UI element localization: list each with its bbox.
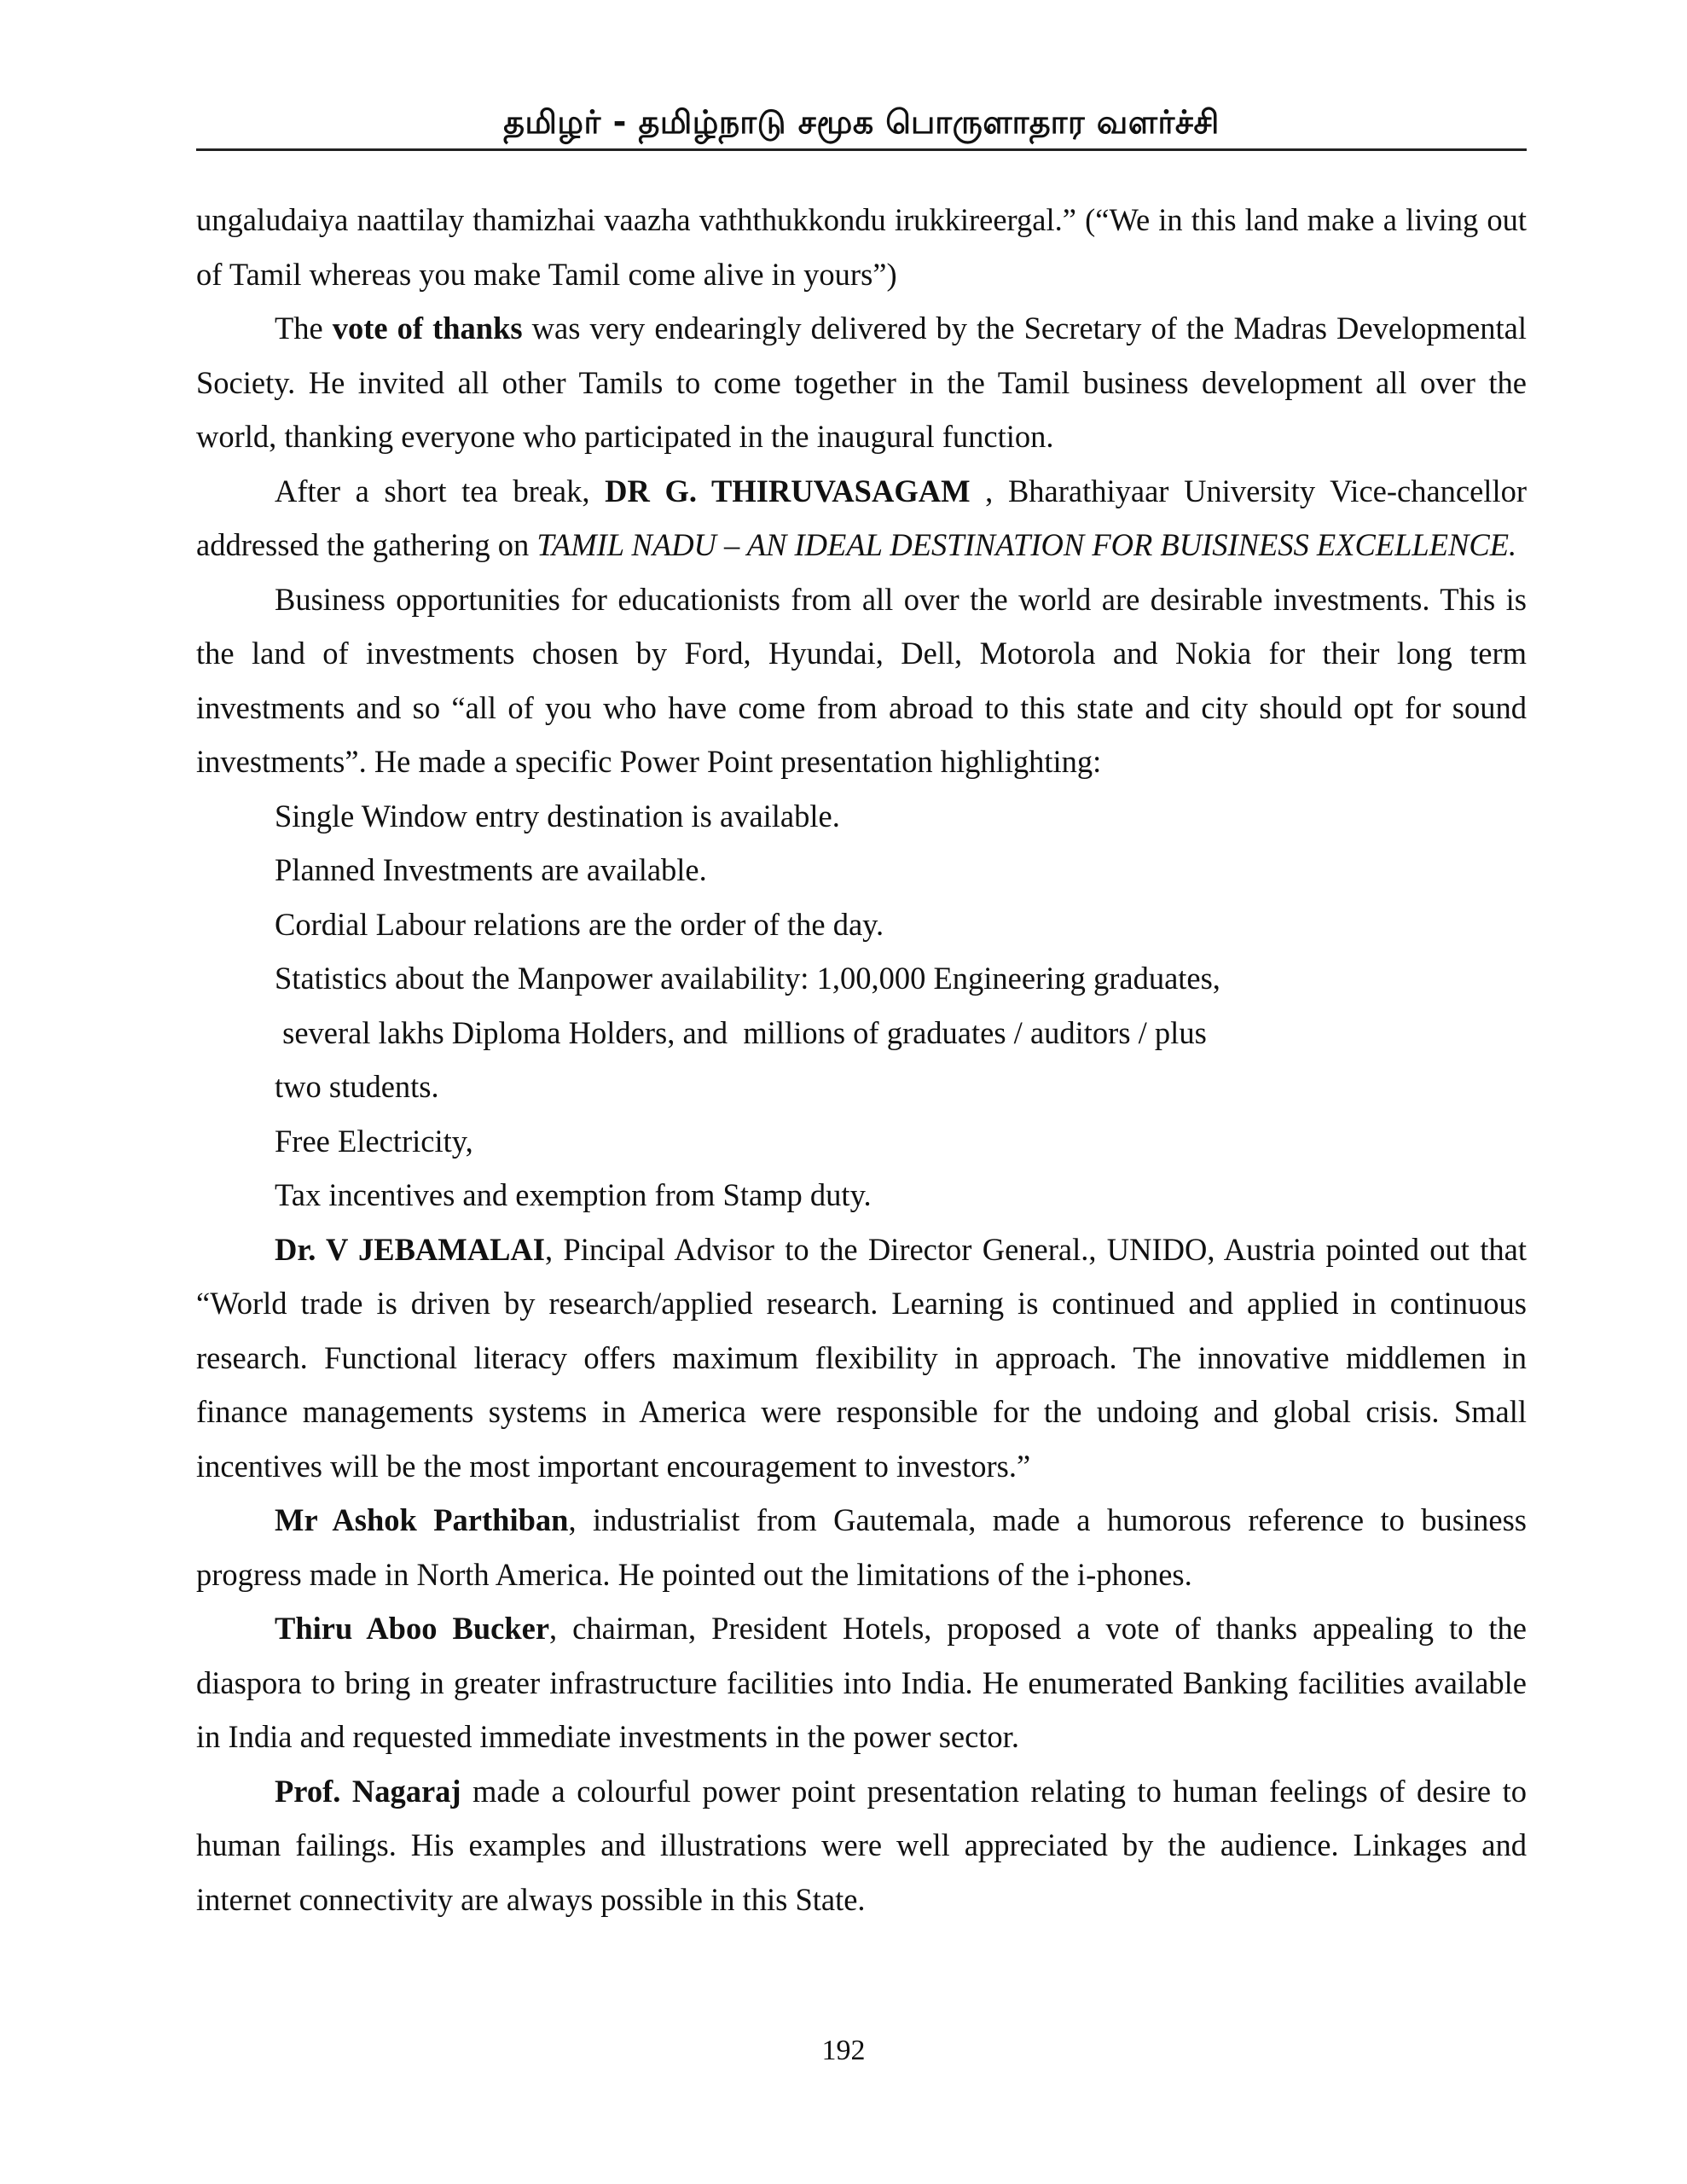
highlight-item: Planned Investments are available.	[275, 852, 707, 887]
highlights-list	[196, 789, 1527, 1223]
paragraph-aboo-bucker	[196, 1601, 1527, 1764]
paragraph-text: was very endearingly delivered by the Secretary of the Madras Developmental Society. He invited all other Tamils to come together in the Tamil business development all over the world, thanking everyone who participated in the inaugural function.	[196, 311, 1527, 454]
talk-title: TAMIL NADU – AN IDEAL DESTINATION FOR BUISINESS EXCELLENCE.	[536, 527, 1517, 562]
speaker-name: Prof. Nagaraj	[275, 1773, 461, 1809]
highlight-item: Single Window entry destination is available.	[275, 798, 840, 834]
speaker-name: Thiru Aboo Bucker	[275, 1611, 550, 1646]
paragraph-text: The	[275, 311, 333, 346]
highlight-item: several lakhs Diploma Holders, and millions of graduates / auditors / plus	[275, 1014, 1207, 1050]
paragraph-ashok-parthiban	[196, 1493, 1527, 1601]
highlight-item: Cordial Labour relations are the order of the day.	[275, 906, 884, 942]
speaker-name: Dr. V JEBAMALAI	[275, 1231, 545, 1267]
paragraph-text: , chairman, President Hotels, proposed a vote of thanks appealing to the diaspora to bring in greater infrastructure facilities into India. He enumerated Banking facilities available in India and requested immediate investments in the power sector.	[196, 1611, 1527, 1754]
paragraph-text: , Pincipal Advisor to the Director General., UNIDO, Austria pointed out that “World trade is driven by research/applied research. Learning is continued and applied in continuous research. Functional literacy offers maximum flexibility in approach. The innovative middlemen in finance managements systems in America were responsible for the undoing and global crisis. Small incentives will be the most important encouragement to investors.”	[196, 1231, 1527, 1484]
bold-phrase: vote of thanks	[332, 311, 523, 346]
paragraph-text: , Bharathiyaar University Vice-chancellor addressed the gathering on	[196, 473, 1527, 562]
paragraph-quote-continuation: ungaludaiya naattilay thamizhai vaazha vaththukkondu irukkireergal.” (“We in this land make a living out of Tamil whereas you make Tamil come alive in yours”)	[196, 202, 1527, 292]
highlight-item: two students.	[275, 1069, 439, 1104]
paragraph-thiruvasagam	[196, 464, 1527, 572]
page-body	[196, 193, 1527, 1926]
speaker-name: Mr Ashok Parthiban	[275, 1502, 569, 1537]
highlight-item: Tax incentives and exemption from Stamp duty.	[275, 1177, 872, 1212]
paragraph-vote-of-thanks	[196, 301, 1527, 464]
paragraph-business-opportunities: Business opportunities for educationists from all over the world are desirable investments. This is the land of investments chosen by Ford, Hyundai, Dell, Motorola and Nokia for their long term investments and so “all of you who have come from abroad to this state and city should opt for sound investments”. He made a specific Power Point presentation highlighting:	[196, 581, 1527, 779]
paragraph-text: After a short tea break,	[275, 473, 606, 508]
page-number: 192	[821, 2035, 866, 2066]
header-rule	[196, 148, 1527, 151]
paragraph-jebamalai	[196, 1223, 1527, 1494]
paragraph-text: , industrialist from Gautemala, made a humorous reference to business progress made in North America. He pointed out the limitations of the i-phones.	[196, 1502, 1527, 1592]
paragraph-nagaraj	[196, 1764, 1527, 1927]
running-header-title: தமிழர் - தமிழ்நாடு சமூக பொருளாதார வளர்ச்சி	[503, 103, 1220, 141]
highlight-item: Statistics about the Manpower availability: 1,00,000 Engineering graduates,	[275, 961, 1220, 996]
paragraph-text: made a colourful power point presentation relating to human feelings of desire to human failings. His examples and illustrations were well appreciated by the audience. Linkages and internet connectivity are always possible in this State.	[196, 1773, 1527, 1917]
highlight-item: Free Electricity,	[275, 1123, 473, 1159]
speaker-name: DR G. THIRUVASAGAM	[605, 473, 971, 508]
